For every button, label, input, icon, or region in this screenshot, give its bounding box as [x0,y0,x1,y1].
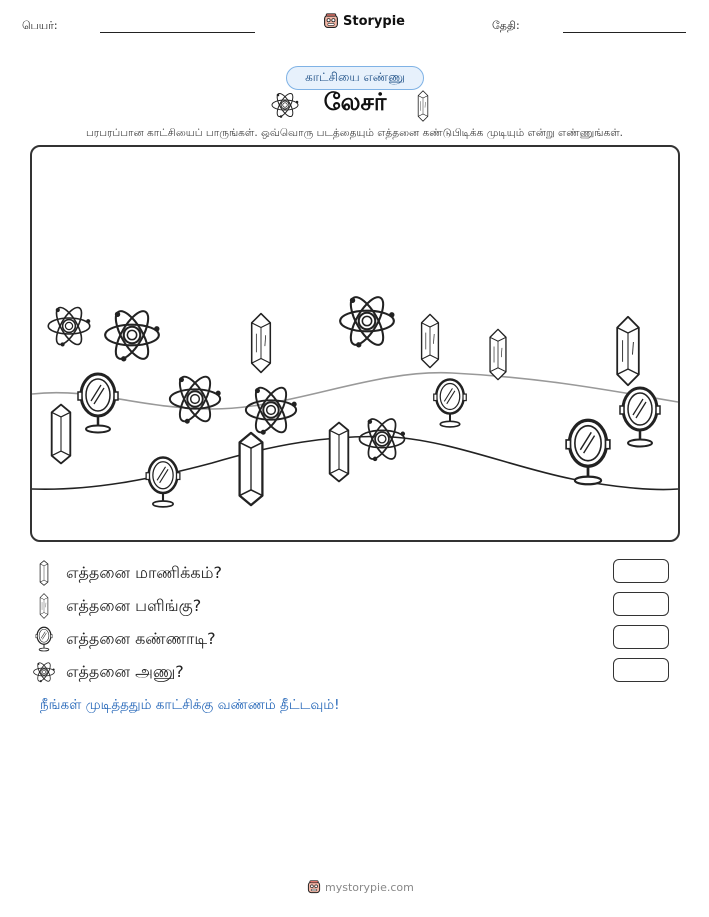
atom-icon [270,90,300,120]
atom-icon [170,372,221,425]
mirror-icon [78,374,118,433]
crystal-icon [422,314,439,367]
atom-icon [359,415,405,463]
mirror-icon [620,388,660,447]
mascot-icon [323,13,339,29]
question-text: எத்தனை கண்ணாடி? [66,628,216,648]
mascot-icon [307,880,321,894]
date-label: தேதி: [492,19,520,32]
crystal-icon [490,329,506,379]
ruby-icon [240,433,263,505]
question-text: எத்தனை பளிங்கு? [66,595,202,615]
crystal-icon [252,314,271,373]
atom-icon [32,659,56,685]
crystal-icon [416,90,430,122]
question-text: எத்தனை அணு? [66,661,184,681]
answer-box[interactable] [613,559,669,583]
scene-frame [30,145,680,542]
question-row [34,626,216,652]
atom-icon [48,304,90,348]
crystal-icon [36,593,52,619]
date-line[interactable] [563,32,686,33]
atom-icon [340,293,394,350]
crystal-icon [617,317,639,385]
mirror-icon [566,420,610,484]
answer-box[interactable] [613,625,669,649]
activity-tag: காட்சியை எண்ணு [286,66,424,90]
question-row [36,593,201,619]
site-url: mystorypie.com [325,880,414,894]
mirror-icon [434,379,467,427]
scene-canvas [32,147,678,540]
name-line[interactable] [100,32,255,33]
answer-box[interactable] [613,658,669,682]
brand-name: Storypie [343,13,405,29]
instructions: பரபரப்பான காட்சியைப் பாருங்கள். ஒவ்வொரு படத்தையும் எத்தனை கண்டுபிடிக்க முடியும் என்று எண்ணுங்கள். [85,127,624,139]
mirror-icon [146,458,180,507]
ruby-icon [330,423,349,482]
name-label: பெயர்: [22,19,58,32]
page-title: லேசர் [323,88,387,116]
ruby-icon [36,560,52,586]
question-row [36,560,222,586]
answer-box[interactable] [613,592,669,616]
atom-icon [105,307,159,364]
mirror-icon [34,626,54,652]
ruby-icon [52,405,71,464]
coloring-note: நீங்கள் முடித்ததும் காட்சிக்கு வண்ணம் தீட்டவும்! [40,697,340,713]
back-hill [32,373,678,409]
question-row [32,659,184,685]
brand-logo [323,13,405,29]
atom-icon [246,383,297,436]
site-footer [307,880,414,894]
question-text: எத்தனை மாணிக்கம்? [66,562,222,582]
